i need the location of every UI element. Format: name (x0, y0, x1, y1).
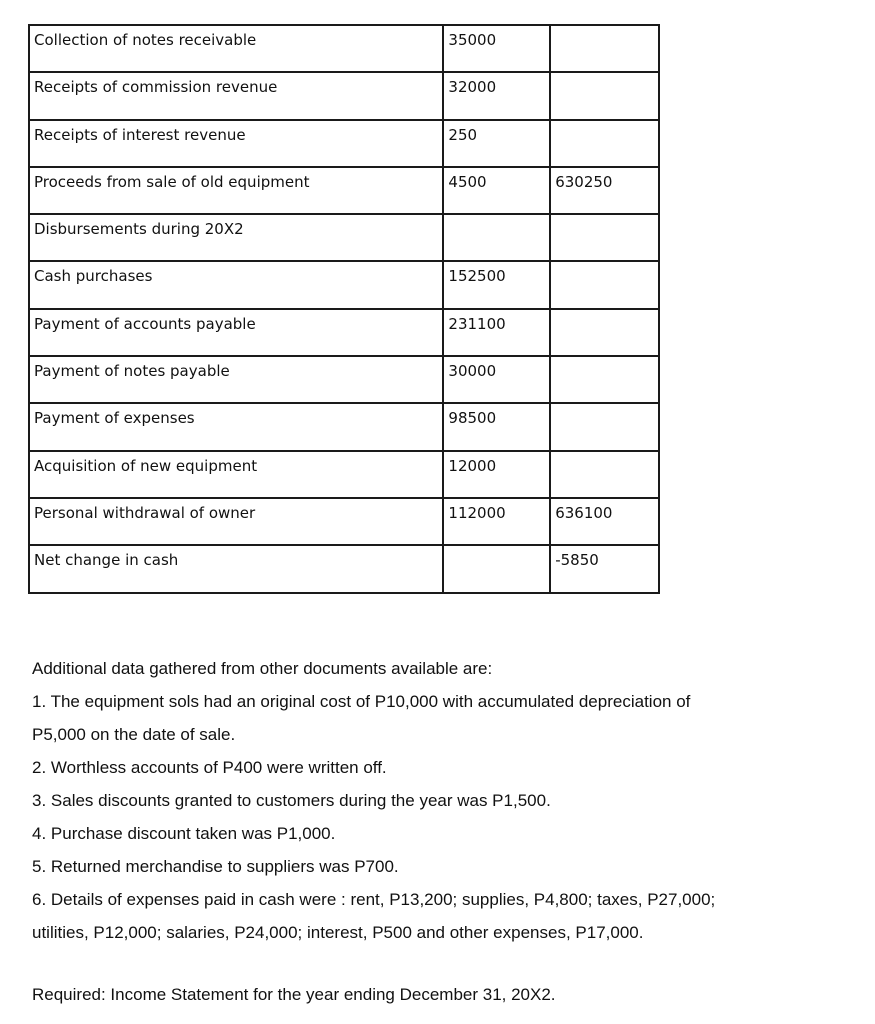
table-row (29, 498, 659, 545)
row-description: Disbursements during 20X2 (29, 214, 443, 261)
row-total (550, 356, 659, 403)
cash-flow-table (28, 24, 660, 594)
table-row (29, 403, 659, 450)
table-row (29, 25, 659, 72)
row-amount: 98500 (443, 403, 550, 450)
note-item-2: 2. Worthless accounts of P400 were written off. (32, 758, 387, 777)
row-amount: 35000 (443, 25, 550, 72)
row-description: Proceeds from sale of old equipment (29, 167, 443, 214)
row-total (550, 309, 659, 356)
row-description: Receipts of commission revenue (29, 72, 443, 119)
row-description: Net change in cash (29, 545, 443, 592)
table-row (29, 309, 659, 356)
cash-flow-table-body (29, 25, 659, 593)
row-description: Acquisition of new equipment (29, 451, 443, 498)
table-row (29, 214, 659, 261)
row-amount: 32000 (443, 72, 550, 119)
note-item-1-continued: P5,000 on the date of sale. (32, 725, 236, 744)
row-amount (443, 545, 550, 592)
note-item-1: 1. The equipment sols had an original cost of P10,000 with accumulated depreciation of (32, 692, 691, 711)
required-instruction: Required: Income Statement for the year ending December 31, 20X2. (32, 985, 556, 1004)
row-amount: 152500 (443, 261, 550, 308)
row-amount: 4500 (443, 167, 550, 214)
table-row (29, 120, 659, 167)
row-description: Receipts of interest revenue (29, 120, 443, 167)
note-item-5: 5. Returned merchandise to suppliers was P700. (32, 857, 399, 876)
table-row (29, 261, 659, 308)
row-amount: 12000 (443, 451, 550, 498)
row-total (550, 214, 659, 261)
note-item-6-continued: utilities, P12,000; salaries, P24,000; interest, P500 and other expenses, P17,000. (32, 923, 644, 942)
row-description: Payment of expenses (29, 403, 443, 450)
table-row (29, 356, 659, 403)
row-total (550, 120, 659, 167)
row-total: 636100 (550, 498, 659, 545)
row-description: Payment of accounts payable (29, 309, 443, 356)
row-description: Cash purchases (29, 261, 443, 308)
row-description: Collection of notes receivable (29, 25, 443, 72)
table-row (29, 167, 659, 214)
additional-data-notes (32, 652, 862, 949)
row-amount: 30000 (443, 356, 550, 403)
table-row (29, 451, 659, 498)
notes-intro: Additional data gathered from other documents available are: (32, 659, 493, 678)
row-total (550, 403, 659, 450)
row-amount: 231100 (443, 309, 550, 356)
row-total (550, 261, 659, 308)
note-item-4: 4. Purchase discount taken was P1,000. (32, 824, 336, 843)
row-total (550, 451, 659, 498)
note-item-6: 6. Details of expenses paid in cash were : rent, P13,200; supplies, P4,800; taxes, P27,000; (32, 890, 716, 909)
row-total: -5850 (550, 545, 659, 592)
row-total (550, 25, 659, 72)
row-description: Payment of notes payable (29, 356, 443, 403)
row-description: Personal withdrawal of owner (29, 498, 443, 545)
row-total: 630250 (550, 167, 659, 214)
note-item-3: 3. Sales discounts granted to customers during the year was P1,500. (32, 791, 551, 810)
table-row (29, 72, 659, 119)
table-row (29, 545, 659, 592)
row-total (550, 72, 659, 119)
row-amount (443, 214, 550, 261)
row-amount: 112000 (443, 498, 550, 545)
row-amount: 250 (443, 120, 550, 167)
